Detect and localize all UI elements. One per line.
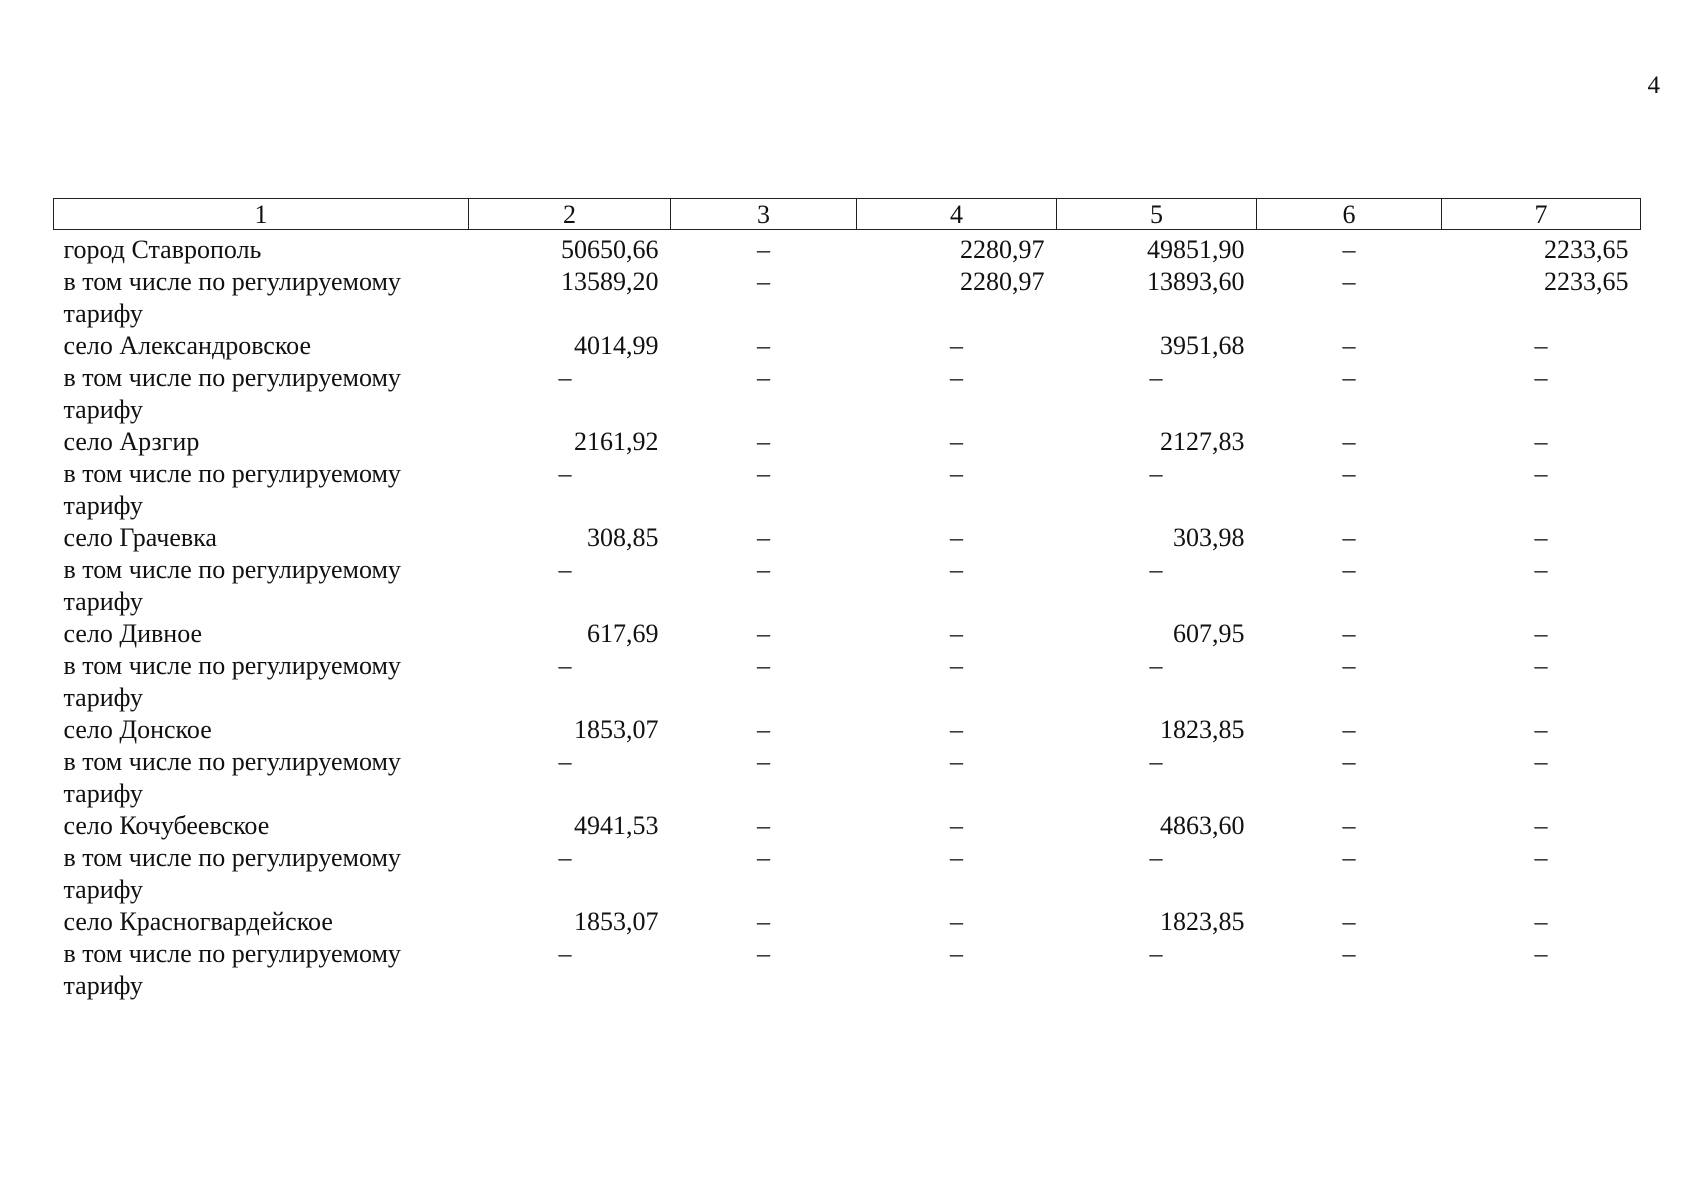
table-cell: –	[558, 939, 572, 968]
table-cell: 2280,97	[960, 267, 1045, 296]
table-body	[54, 230, 1641, 1003]
column-header: 2	[469, 199, 671, 230]
table-row	[54, 618, 1641, 650]
table-cell: –	[558, 651, 572, 680]
table-cell: 13589,20	[561, 267, 659, 296]
row-label-cell: в том числе по регулируемому тарифу	[63, 459, 401, 520]
table-cell: –	[1342, 843, 1356, 872]
table-cell: –	[757, 651, 770, 680]
row-label-cell: в том числе по регулируемому тарифу	[63, 363, 401, 424]
table-cell: –	[757, 235, 770, 264]
table-cell: 2161,92	[574, 427, 659, 456]
table-cell: –	[1149, 939, 1163, 968]
table-cell: –	[950, 459, 963, 488]
table-row	[54, 746, 1641, 810]
column-header: 3	[671, 199, 857, 230]
table-cell: –	[950, 907, 963, 936]
table-cell: –	[1342, 811, 1356, 840]
table-cell: –	[1534, 907, 1548, 936]
table-cell: 13893,60	[1147, 267, 1245, 296]
table-cell: –	[757, 523, 770, 552]
table-cell: –	[1342, 939, 1356, 968]
table-header	[54, 199, 1641, 230]
row-label-cell: в том числе по регулируемому тарифу	[63, 747, 401, 808]
row-label-cell: село Дивное	[63, 619, 203, 648]
table-cell: –	[1534, 651, 1548, 680]
row-label-cell: село Грачевка	[63, 523, 217, 552]
table-cell: 4014,99	[574, 331, 659, 360]
row-label-cell: город Ставрополь	[63, 235, 262, 264]
table-row	[54, 938, 1641, 1002]
table-cell: 308,85	[587, 523, 659, 552]
row-label-cell: село Александровское	[63, 331, 312, 360]
row-label-cell: село Красногвардейское	[63, 907, 333, 936]
table-cell: –	[558, 843, 572, 872]
table-cell: –	[757, 427, 770, 456]
table-row	[54, 330, 1641, 362]
table-cell: –	[757, 907, 770, 936]
row-label-cell: в том числе по регулируемому тарифу	[63, 651, 401, 712]
table-cell: –	[757, 747, 770, 776]
table-row	[54, 906, 1641, 938]
table-cell: –	[558, 363, 572, 392]
table-cell: –	[1149, 363, 1163, 392]
table-cell: –	[1342, 523, 1356, 552]
table-cell: –	[1534, 715, 1548, 744]
table-cell: –	[1342, 331, 1356, 360]
table-cell: –	[558, 555, 572, 584]
table-cell: –	[950, 843, 963, 872]
table-row	[54, 266, 1641, 330]
table-cell: –	[1534, 619, 1548, 648]
table-row	[54, 810, 1641, 842]
table-cell: –	[1534, 363, 1548, 392]
table-cell: –	[757, 555, 770, 584]
table-cell: 4863,60	[1160, 811, 1245, 840]
table-row	[54, 458, 1641, 522]
table-cell: –	[1342, 619, 1356, 648]
table-cell: –	[1149, 555, 1163, 584]
table-cell: –	[1534, 427, 1548, 456]
row-label-cell: село Арзгир	[63, 427, 200, 456]
table-row	[54, 714, 1641, 746]
column-header: 1	[54, 199, 469, 230]
table-cell: –	[757, 843, 770, 872]
row-label-cell: в том числе по регулируемому тарифу	[63, 843, 401, 904]
table-cell: –	[757, 331, 770, 360]
column-header: 4	[857, 199, 1057, 230]
page-number: 4	[1647, 72, 1660, 99]
table-cell: 607,95	[1173, 619, 1245, 648]
row-label-cell: село Донское	[63, 715, 212, 744]
table-cell: 303,98	[1173, 523, 1245, 552]
table-row	[54, 426, 1641, 458]
table-cell: –	[1342, 363, 1356, 392]
table-cell: –	[1342, 651, 1356, 680]
table-cell: 4941,53	[574, 811, 659, 840]
table-cell: –	[1342, 267, 1356, 296]
table-cell: –	[757, 811, 770, 840]
table-cell: –	[1149, 747, 1163, 776]
table-cell: –	[1534, 811, 1548, 840]
table-cell: –	[950, 363, 963, 392]
table-cell: –	[950, 939, 963, 968]
table-cell: 1853,07	[574, 715, 659, 744]
row-label-cell: село Кочубеевское	[63, 811, 270, 840]
table-cell: 2127,83	[1160, 427, 1245, 456]
table-cell: –	[950, 811, 963, 840]
table-cell: 50650,66	[561, 235, 659, 264]
table-cell: 1853,07	[574, 907, 659, 936]
table-cell: –	[1534, 523, 1548, 552]
table-cell: 2280,97	[960, 235, 1045, 264]
table-cell: –	[950, 715, 963, 744]
column-header: 7	[1442, 199, 1641, 230]
table-row	[54, 230, 1641, 267]
table-cell: –	[1534, 939, 1548, 968]
table-cell: –	[1342, 747, 1356, 776]
row-label-cell: в том числе по регулируемому тарифу	[63, 267, 401, 328]
table-cell: –	[757, 715, 770, 744]
table-cell: –	[757, 459, 770, 488]
table-cell: –	[1342, 907, 1356, 936]
table-cell: 1823,85	[1160, 715, 1245, 744]
column-header: 6	[1257, 199, 1442, 230]
table-cell: –	[950, 331, 963, 360]
table-row	[54, 362, 1641, 426]
table-cell: –	[757, 619, 770, 648]
table-cell: –	[950, 651, 963, 680]
column-header: 5	[1057, 199, 1257, 230]
table-cell: –	[1534, 459, 1548, 488]
table-cell: 3951,68	[1160, 331, 1245, 360]
table-cell: –	[1534, 331, 1548, 360]
table-cell: 2233,65	[1544, 267, 1629, 296]
data-table	[53, 198, 1641, 1002]
table-cell: –	[950, 747, 963, 776]
table-cell: –	[757, 267, 770, 296]
table-row	[54, 522, 1641, 554]
table-cell: –	[950, 555, 963, 584]
table-cell: 2233,65	[1544, 235, 1629, 264]
table-cell: –	[1342, 459, 1356, 488]
table-cell: –	[1342, 555, 1356, 584]
table-cell: –	[558, 747, 572, 776]
table-cell: –	[950, 427, 963, 456]
table-cell: –	[1342, 235, 1356, 264]
table-cell: –	[1149, 843, 1163, 872]
table-cell: –	[950, 523, 963, 552]
row-label-cell: в том числе по регулируемому тарифу	[63, 555, 401, 616]
table-cell: –	[757, 939, 770, 968]
table-cell: –	[1534, 843, 1548, 872]
table-cell: –	[1342, 715, 1356, 744]
table-cell: –	[558, 459, 572, 488]
header-row	[54, 199, 1641, 230]
table-row	[54, 554, 1641, 618]
table-cell: –	[1534, 555, 1548, 584]
row-label-cell: в том числе по регулируемому тарифу	[63, 939, 401, 1000]
table-cell: 49851,90	[1147, 235, 1245, 264]
table-cell: –	[1149, 459, 1163, 488]
table-cell: –	[950, 619, 963, 648]
table-cell: –	[757, 363, 770, 392]
table-cell: 617,69	[587, 619, 659, 648]
table-cell: –	[1149, 651, 1163, 680]
table-cell: –	[1534, 747, 1548, 776]
table-row	[54, 650, 1641, 714]
table-cell: –	[1342, 427, 1356, 456]
table-cell: 1823,85	[1160, 907, 1245, 936]
table-row	[54, 842, 1641, 906]
